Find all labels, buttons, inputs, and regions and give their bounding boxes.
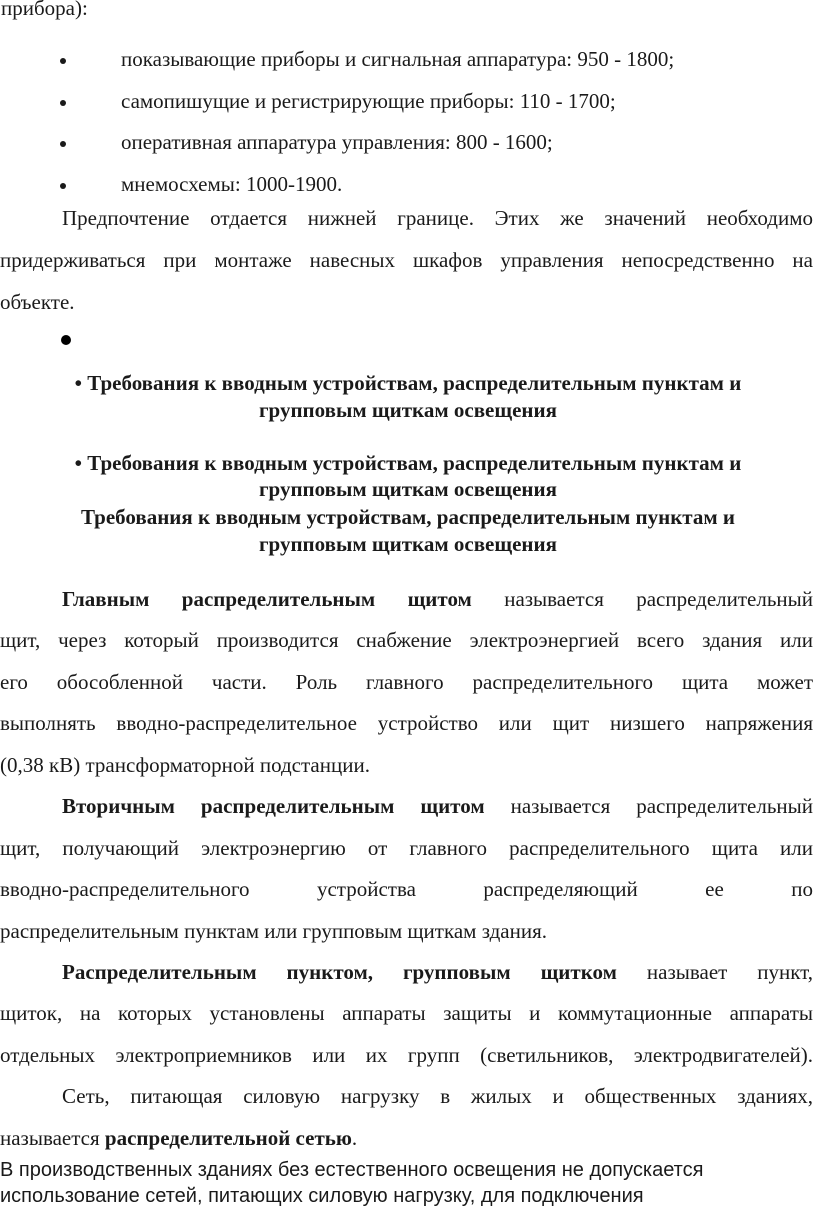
bullet-dot-icon [61, 335, 71, 345]
paragraph-line: вводно-распределительного устройства распределяющий ее по [0, 877, 813, 901]
term: распределительной сетью [104, 1126, 352, 1150]
list-item: самопишущие и регистрирующие приборы: 110 - 1700; [121, 89, 616, 113]
heading-bullet: • [74, 451, 83, 475]
paragraph-line: придерживаться при монтаже навесных шкафов управления непосредственно на [0, 248, 813, 272]
paragraph-line: выполнять вводно-распределительное устройство или щит низшего напряжения [0, 711, 813, 735]
paragraph-text: называется [0, 1126, 105, 1150]
paragraph-line [0, 1124, 357, 1152]
paragraph-text: . [351, 1126, 358, 1150]
paragraph-line: отдельных электроприемников или их групп (светильников, электродвигателей). [0, 1043, 813, 1067]
paragraph-line: (0,38 кВ) трансформаторной подстанции. [0, 753, 370, 777]
bullet-dot-icon [60, 100, 66, 106]
top-fragment: прибора): [1, 0, 88, 20]
bullet-dot-icon [60, 141, 66, 147]
list-item: мнемосхемы: 1000-1900. [121, 172, 343, 196]
paragraph-line: щит, через который производится снабжение электроэнергией всего здания или [0, 628, 813, 652]
heading-line: групповым щиткам освещения [259, 477, 557, 501]
paragraph-text: называет пункт, [646, 960, 813, 984]
paragraph-line: Сеть, питающая силовую нагрузку в жилых и общественных зданиях, [62, 1084, 813, 1108]
paragraph-line: щит, получающий электроэнергию от главного распределительного щита или [0, 836, 813, 860]
bullet-dot-icon [60, 58, 66, 64]
term: Распределительным пунктом, групповым щитком [62, 960, 617, 984]
paragraph-line [62, 958, 813, 986]
paragraph-line [62, 585, 813, 613]
heading-bullet: • [74, 371, 83, 395]
paragraph-line: распределительным пунктам или групповым щиткам здания. [0, 919, 548, 943]
heading-line: групповым щиткам освещения [259, 532, 557, 556]
paragraph-text: называется распределительный [504, 587, 813, 611]
paragraph-line: объекте. [0, 290, 75, 314]
note-line: В производственных зданиях без естественного освещения не допускается [0, 1159, 704, 1181]
heading-line: групповым щиткам освещения [259, 398, 557, 422]
paragraph-line: щиток, на которых установлены аппараты защиты и коммутационные аппараты [0, 1001, 813, 1025]
heading-line: Требования к вводным устройствам, распределительным пунктам и [80, 505, 736, 529]
term: Вторичным распределительным щитом [62, 794, 485, 818]
paragraph-text: называется распределительный [510, 794, 813, 818]
bullet-dot-icon [60, 183, 66, 189]
heading-line [0, 370, 816, 396]
term: Главным распределительным щитом [62, 587, 472, 611]
paragraph-line [62, 792, 813, 820]
list-item: показывающие приборы и сигнальная аппаратура: 950 - 1800; [121, 47, 675, 71]
paragraph-line: его обособленной части. Роль главного распределительного щита может [0, 670, 813, 694]
heading-line [0, 450, 816, 476]
list-item: оперативная аппаратура управления: 800 - 1600; [121, 130, 553, 154]
paragraph-line: Предпочтение отдается нижней границе. Этих же значений необходимо [62, 206, 813, 230]
heading-text: Требования к вводным устройствам, распределительным пунктам и [87, 451, 742, 475]
heading-text: Требования к вводным устройствам, распределительным пунктам и [87, 371, 742, 395]
note-line: использование сетей, питающих силовую нагрузку, для подключения [0, 1185, 644, 1207]
